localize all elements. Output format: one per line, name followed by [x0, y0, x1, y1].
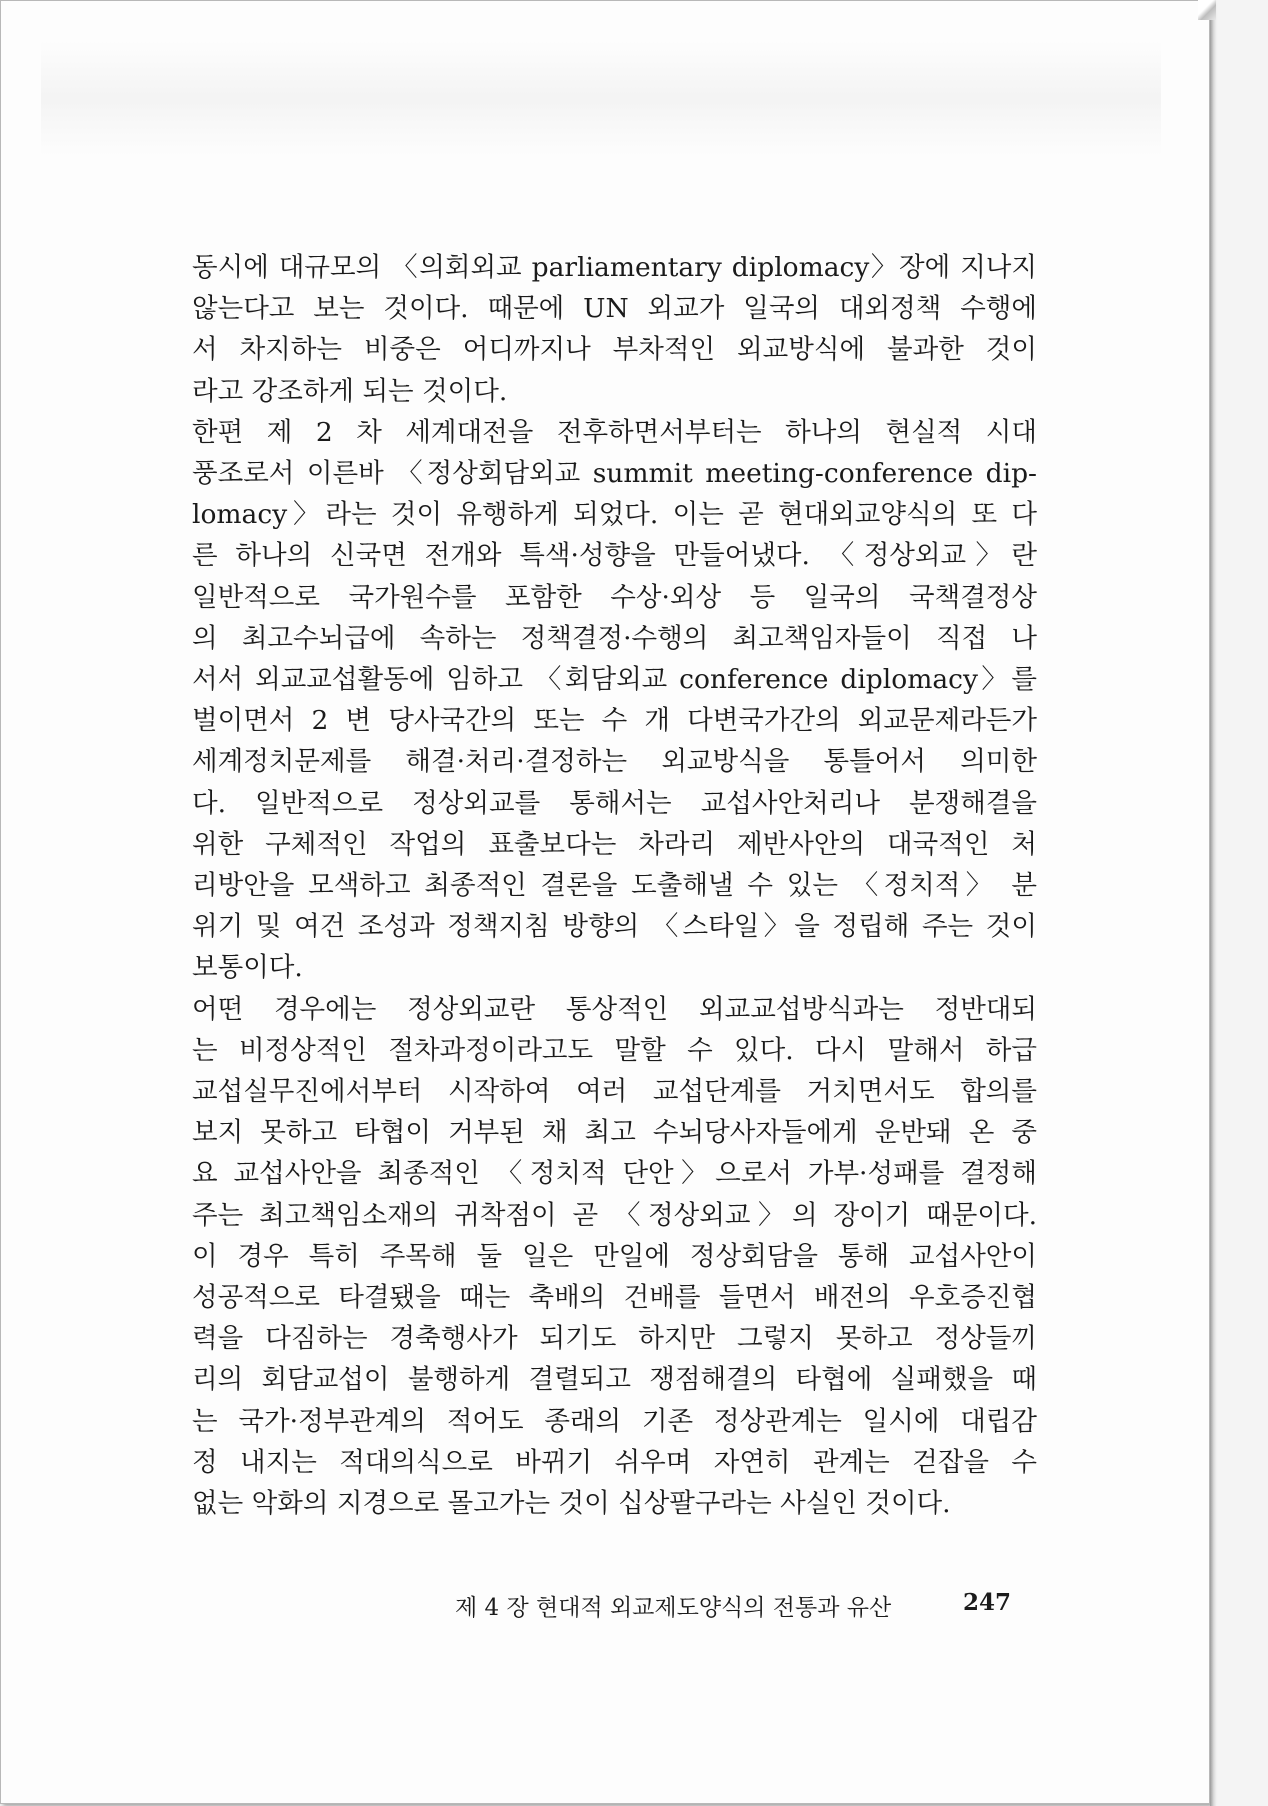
text-line: 성공적으로 타결됐을 때는 축배의 건배를 들면서 배전의 우호증진협	[192, 1282, 1037, 1314]
text-line: 는 비정상적인 절차과정이라고도 말할 수 있다. 다시 말해서 하급	[192, 1034, 1037, 1066]
text-line: 라고 강조하게 되는 것이다.	[192, 375, 508, 407]
text-line: 위기 및 여건 조성과 정책지침 방향의 〈스타일〉을 정립해 주는 것이	[192, 911, 1037, 943]
text-line: 력을 다짐하는 경축행사가 되기도 하지만 그렇지 못하고 정상들끼	[192, 1323, 1037, 1355]
text-line: 정 내지는 적대의식으로 바뀌기 쉬우며 자연히 관계는 걷잡을 수	[192, 1446, 1037, 1478]
text-line: 주는 최고책임소재의 귀착점이 곧 〈정상외교〉의 장이기 때문이다.	[192, 1199, 1037, 1231]
text-line: 보통이다.	[192, 952, 303, 984]
text-line: 벌이면서 2 변 당사국간의 또는 수 개 다변국가간의 외교문제라든가	[192, 705, 1037, 737]
chapter-running-title: 제 4 장 현대적 외교제도양식의 전통과 유산	[455, 1595, 892, 1621]
text-line: 한편 제 2 차 세계대전을 전후하면서부터는 하나의 현실적 시대	[192, 416, 1037, 448]
paragraph-3	[192, 989, 1037, 1525]
text-line: 서서 외교교섭활동에 임하고 〈회담외교 conference diplomacy〉를	[192, 664, 1037, 696]
text-line: 리의 회담교섭이 불행하게 결렬되고 쟁점해결의 타협에 실패했을 때	[192, 1364, 1037, 1396]
text-line: 일반적으로 국가원수를 포함한 수상·외상 등 일국의 국책결정상	[192, 581, 1037, 613]
text-line: 동시에 대규모의 〈의회외교 parliamentary diplomacy〉장에 지나지	[192, 252, 1037, 283]
text-line: 른 하나의 신국면 전개와 특색·성향을 만들어냈다. 〈정상외교〉란	[192, 540, 1037, 572]
text-line: 의 최고수뇌급에 속하는 정책결정·수행의 최고책임자들이 직접 나	[192, 622, 1037, 654]
text-line: 서 차지하는 비중은 어디까지나 부차적인 외교방식에 불과한 것이	[192, 334, 1037, 366]
paragraph-2	[192, 412, 1037, 989]
paragraph-1	[192, 247, 1037, 412]
text-line: 보지 못하고 타협이 거부된 채 최고 수뇌당사자들에게 운반돼 온 중	[192, 1117, 1037, 1149]
page-curl-corner	[1198, 0, 1216, 20]
page-number: 247	[962, 1589, 1011, 1616]
text-line: lomacy〉라는 것이 유행하게 되었다. 이는 곧 현대외교양식의 또 다	[192, 499, 1037, 531]
text-line: 세계정치문제를 해결·처리·결정하는 외교방식을 통틀어서 의미한	[192, 746, 1037, 778]
text-line: 어떤 경우에는 정상외교란 통상적인 외교교섭방식과는 정반대되	[192, 993, 1037, 1025]
page-stack-edge	[1210, 0, 1216, 1806]
scan-shading	[41, 41, 1161, 156]
text-line: 리방안을 모색하고 최종적인 결론을 도출해낼 수 있는 〈정치적〉 분	[192, 870, 1037, 902]
text-line: 는 국가·정부관계의 적어도 종래의 기존 정상관계는 일시에 대립감	[192, 1405, 1037, 1437]
page-footer	[455, 1589, 1011, 1622]
text-line: 이 경우 특히 주목해 둘 일은 만일에 정상회담을 통해 교섭사안이	[192, 1240, 1037, 1272]
text-line: 풍조로서 이른바 〈정상회담외교 summit meeting-conference dip-	[192, 458, 1037, 490]
text-line: 없는 악화의 지경으로 몰고가는 것이 십상팔구라는 사실인 것이다.	[192, 1488, 951, 1520]
text-line: 다. 일반적으로 정상외교를 통해서는 교섭사안처리나 분쟁해결을	[192, 787, 1037, 819]
text-line: 요 교섭사안을 최종적인 〈정치적 단안〉으로서 가부·성패를 결정해	[192, 1158, 1037, 1190]
page-body	[192, 247, 1037, 1524]
text-line: 않는다고 보는 것이다. 때문에 UN 외교가 일국의 대외정책 수행에	[192, 293, 1037, 325]
text-line: 교섭실무진에서부터 시작하여 여러 교섭단계를 거치면서도 합의를	[192, 1076, 1037, 1108]
text-line: 위한 구체적인 작업의 표출보다는 차라리 제반사안의 대국적인 처	[192, 828, 1037, 860]
